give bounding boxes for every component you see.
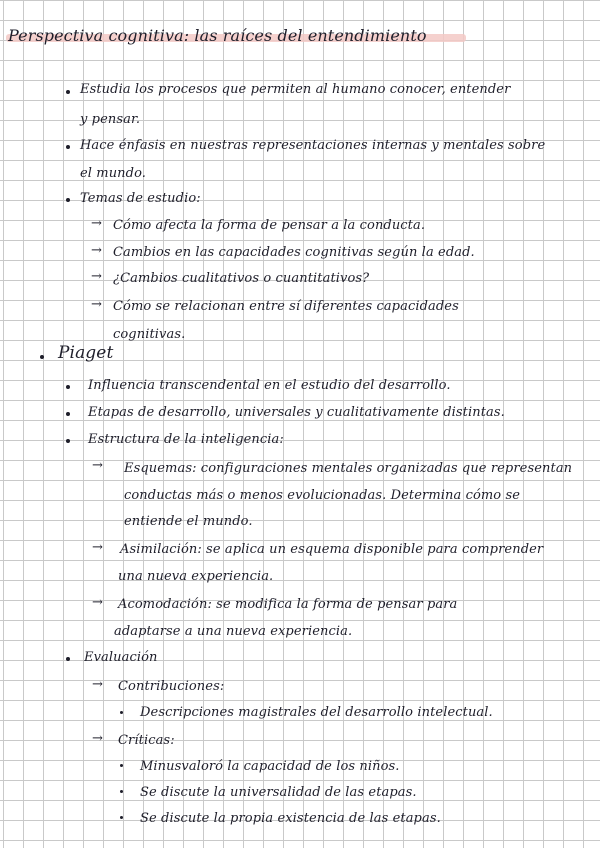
topic-4-line-2: cognitivas. xyxy=(113,327,186,342)
assimilation-line-2: una nueva experiencia. xyxy=(118,569,274,584)
schemas-line-3: entiende el mundo. xyxy=(124,514,253,529)
accommodation-line-1: Acomodación: se modifica la forma de pensar para xyxy=(118,597,458,612)
schemas-line-1: Esquemas: configuraciones mentales organizadas que representan xyxy=(124,461,573,476)
bullet-dot xyxy=(66,198,70,202)
bullet-dot xyxy=(66,657,70,661)
bullet-dot xyxy=(40,355,44,359)
arrow-icon: → xyxy=(91,243,102,258)
intro-bullet-2-line-1: Hace énfasis en nuestras representaciones internas y mentales sobre xyxy=(80,138,546,153)
contribution-1: Descripciones magistrales del desarrollo intelectual. xyxy=(140,705,493,720)
bullet-dot xyxy=(120,790,123,793)
piaget-point-3: Estructura de la inteligencia: xyxy=(88,432,284,447)
bullet-dot xyxy=(66,145,70,149)
arrow-icon: → xyxy=(92,677,103,692)
bullet-dot xyxy=(66,439,70,443)
arrow-icon: → xyxy=(92,458,103,473)
bullet-dot xyxy=(120,711,123,714)
intro-bullet-1-line-2: y pensar. xyxy=(80,112,141,127)
topic-3: ¿Cambios cualitativos o cuantitativos? xyxy=(113,271,370,286)
evaluation-heading: Evaluación xyxy=(84,650,158,665)
piaget-point-1: Influencia transcendental en el estudio del desarrollo. xyxy=(88,378,451,393)
accommodation-line-2: adaptarse a una nueva experiencia. xyxy=(114,624,353,639)
topic-2: Cambios en las capacidades cognitivas según la edad. xyxy=(113,245,475,260)
piaget-point-2: Etapas de desarrollo, universales y cualitativamente distintas. xyxy=(88,405,505,420)
arrow-icon: → xyxy=(91,297,102,312)
arrow-icon: → xyxy=(92,540,103,555)
arrow-icon: → xyxy=(91,216,102,231)
criticism-1: Minusvaloró la capacidad de los niños. xyxy=(140,759,400,774)
topic-1: Cómo afecta la forma de pensar a la conducta. xyxy=(113,218,426,233)
arrow-icon: → xyxy=(92,731,103,746)
criticism-2: Se discute la universalidad de las etapas. xyxy=(140,785,417,800)
schemas-line-2: conductas más o menos evolucionadas. Determina cómo se xyxy=(124,488,521,503)
bullet-dot xyxy=(120,816,123,819)
intro-bullet-2-line-2: el mundo. xyxy=(80,166,147,181)
assimilation-line-1: Asimilación: se aplica un esquema disponible para comprender xyxy=(120,542,544,557)
arrow-icon: → xyxy=(91,269,102,284)
bullet-dot xyxy=(120,764,123,767)
topics-heading: Temas de estudio: xyxy=(80,191,201,206)
topic-4-line-1: Cómo se relacionan entre sí diferentes capacidades xyxy=(113,299,459,314)
bullet-dot xyxy=(66,412,70,416)
criticism-3: Se discute la propia existencia de las etapas. xyxy=(140,811,441,826)
page-title: Perspectiva cognitiva: las raíces del entendimiento xyxy=(8,26,427,45)
bullet-dot xyxy=(66,385,70,389)
intro-bullet-1-line-1: Estudia los procesos que permiten al humano conocer, entender xyxy=(80,82,511,97)
contributions-heading: Contribuciones: xyxy=(118,679,225,694)
arrow-icon: → xyxy=(92,595,103,610)
bullet-dot xyxy=(66,90,70,94)
criticisms-heading: Críticas: xyxy=(118,733,175,748)
piaget-heading: Piaget xyxy=(58,343,114,363)
